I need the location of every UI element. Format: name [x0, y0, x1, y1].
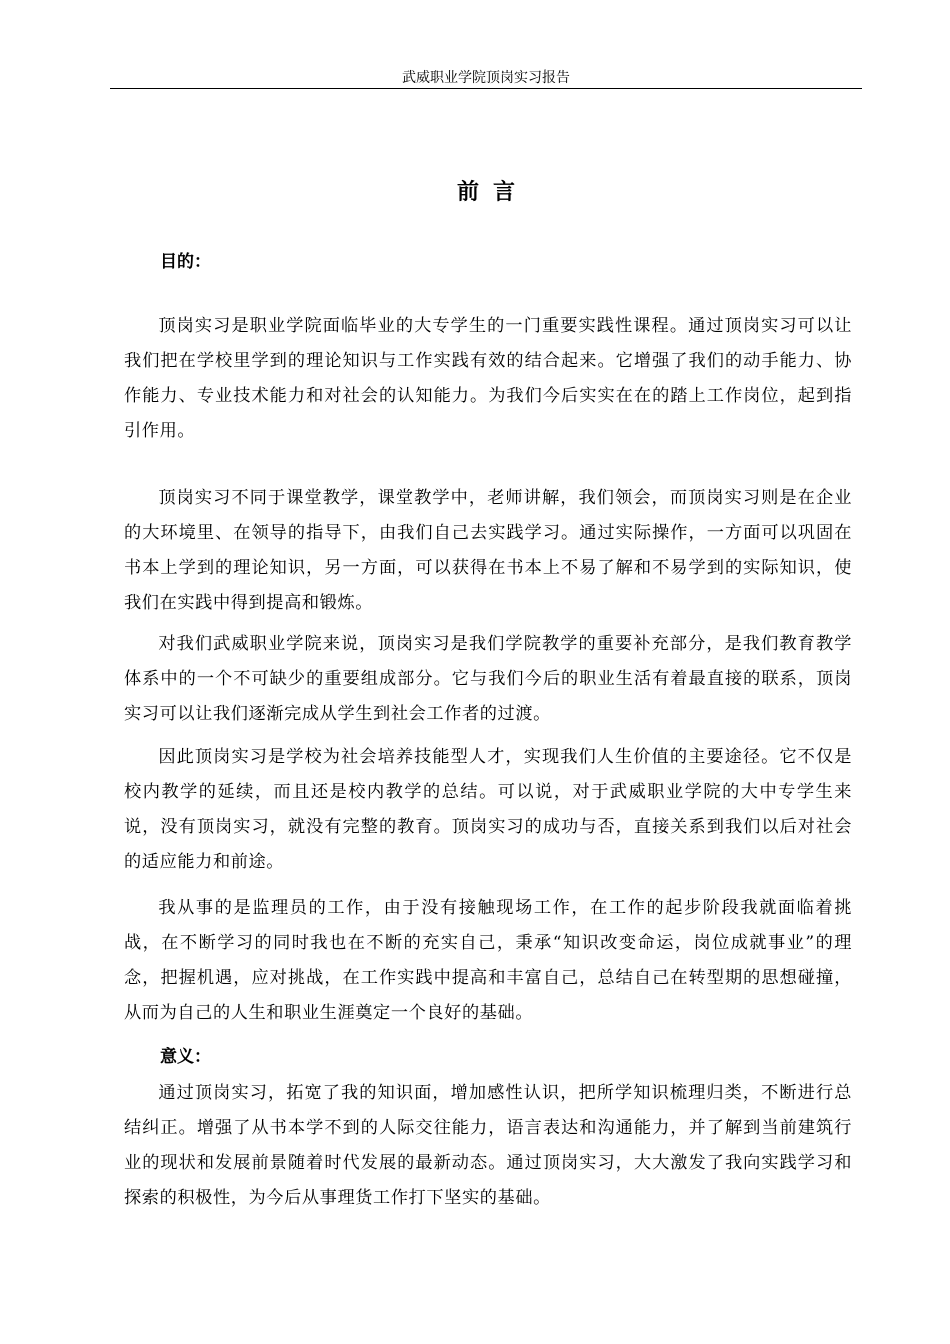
paragraph-5: 我从事的是监理员的工作，由于没有接触现场工作，在工作的起步阶段我就面临着挑战，在不断学习的同时我也在不断的充实自己，秉承“知识改变命运，岗位成就事业”的理念，把握机遇，应对挑战，在工作实践中提高和丰富自己，总结自己在转型期的思想碰撞，从而为自己的人生和职业生涯奠定一个良好的基础。: [124, 898, 852, 1023]
meaning-heading: 意义：: [160, 1047, 211, 1067]
paragraph-6: 通过顶岗实习，拓宽了我的知识面，增加感性认识，把所学知识梳理归类，不断进行总结纠正。增强了从书本学不到的人际交往能力，语言表达和沟通能力，并了解到当前建筑行业的现状和发展前景随着时代发展的最新动态。通过顶岗实习，大大激发了我向实践学习和探索的积极性，为今后从事理货工作打下坚实的基础。: [124, 1083, 852, 1208]
paragraph-2: 顶岗实习不同于课堂教学，课堂教学中，老师讲解，我们领会，而顶岗实习则是在企业的大环境里、在领导的指导下，由我们自己去实践学习。通过实际操作，一方面可以巩固在书本上学到的理论知识，另一方面，可以获得在书本上不易了解和不易学到的实际知识，使我们在实践中得到提高和锻炼。: [124, 488, 852, 613]
paragraph-1: 顶岗实习是职业学院面临毕业的大专学生的一门重要实践性课程。通过顶岗实习可以让我们把在学校里学到的理论知识与工作实践有效的结合起来。它增强了我们的动手能力、协作能力、专业技术能力和对社会的认知能力。为我们今后实实在在的踏上工作岗位，起到指引作用。: [124, 316, 852, 441]
running-header: 武威职业学院顶岗实习报告: [402, 70, 570, 86]
page-title: 前言: [456, 180, 529, 205]
paragraph-4: 因此顶岗实习是学校为社会培养技能型人才，实现我们人生价值的主要途径。它不仅是校内教学的延续，而且还是校内教学的总结。可以说，对于武威职业学院的大中专学生来说，没有顶岗实习，就没有完整的教育。顶岗实习的成功与否，直接关系到我们以后对社会的适应能力和前途。: [124, 747, 852, 872]
header-rule: [110, 88, 862, 89]
purpose-heading: 目的：: [160, 252, 211, 272]
paragraph-3: 对我们武威职业学院来说，顶岗实习是我们学院教学的重要补充部分，是我们教育教学体系中的一个不可缺少的重要组成部分。它与我们今后的职业生活有着最直接的联系，顶岗实习可以让我们逐渐完成从学生到社会工作者的过渡。: [124, 634, 852, 724]
